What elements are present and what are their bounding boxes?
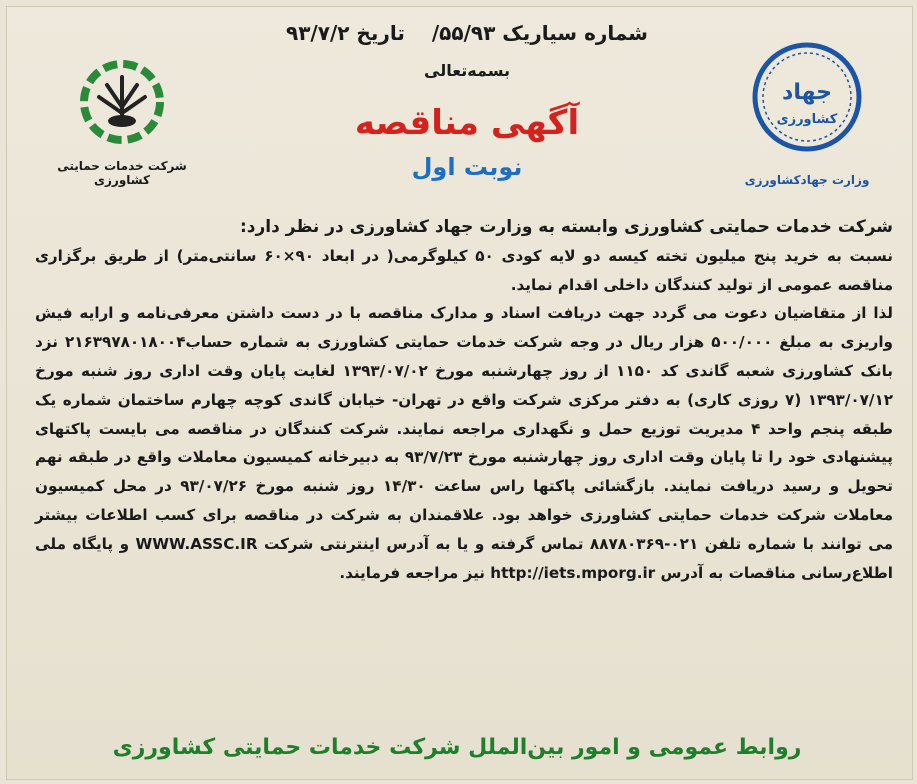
footer-signature: روابط عمومی و امور بین‌الملل شرکت خدمات حمایتی کشاورزی <box>112 735 802 760</box>
serial-and-date <box>187 21 747 45</box>
purchase-paragraph: نسبت به خرید پنج میلیون تخته کیسه دو لایه کودی ۵۰ کیلوگرمی( در ابعاد ۹۰×۶۰ سانتی‌متر) از طریق برگزاری مناقصه عمومی از تولید کنندگان داخلی اقدام نماید. <box>35 246 893 294</box>
basmala: بسمه‌تعالی <box>424 61 510 80</box>
emblem-text-top: جهاد <box>782 80 832 105</box>
notice-title: آگهی مناقصه <box>354 103 580 143</box>
jihad-emblem-icon <box>732 37 882 167</box>
emblem-text-bottom: کشاورزی <box>776 112 838 127</box>
company-logo <box>37 47 207 187</box>
tender-notice-page <box>6 6 913 780</box>
details-text: لذا از متقاضیان دعوت می گردد جهت دریافت اسناد و مدارک مناقصه با در دست داشتن معرفی‌نامه و ارایه فیش واریزی به مبلغ ۵۰۰/۰۰۰ هزار ریال در وجه شرکت خدمات حمایتی کشاورزی به شماره حساب۲۱۶۳۹۷۸۰۱۸۰۰۴ نزد بانک کشاورزی شعبه گاندی کد ۱۱۵۰ از روز چهارشنبه مورخ ۱۳۹۳/۰۷/۰۲ لغایت پایان وقت اداری روز شنبه مورخ ۱۳۹۳/۰۷/۱۲ (۷ روزی کاری) به دفتر مرکزی شرکت واقع در تهران- خیابان گاندی کوچه چهارم ساختمان شماره یک طبقه پنجم واحد ۴ مدیریت توزیع حمل و نگهداری مراجعه نمایند. شرکت کنندگان در مناقصه می بایست پاکتهای پیشنهادی خود را تا پایان وقت اداری روز چهارشنبه مورخ ۹۳/۷/۲۳ به دبیرخانه کمیسیون معاملات واقع در طبقه نهم تحویل و رسید دریافت نمایند. بازگشائی پاکتها راس ساعت ۱۴/۳۰ روز شنبه مورخ ۹۳/۰۷/۲۶ در محل کمیسیون معاملات شرکت خدمات حمایتی کشاورزی خواهد بود. علاقمندان به شرکت در مناقصه برای کسب اطلاعات بیشتر می توانند با شماره تلفن ۰۲۱-۸۸۷۸۰۳۶۹ تماس گرفته و یا به آدرس اینترنتی شرکت <box>35 304 894 553</box>
serial-number: شماره سیاریک ۵۵/۹۳/ <box>431 21 648 45</box>
website-link[interactable]: WWW.ASSC.IR <box>135 534 258 553</box>
wheat-sun-emblem-icon <box>37 47 207 157</box>
notice-date: تاریخ ۹۳/۷/۲ <box>286 21 405 45</box>
ministry-logo <box>732 37 882 187</box>
ministry-caption: وزارت جهادکشاورزی <box>744 173 870 187</box>
company-caption: شرکت خدمات حمایتی کشاورزی <box>57 159 187 187</box>
portal-url-link[interactable]: http://iets.mporg.ir <box>490 563 656 582</box>
notice-round: نوبت اول <box>411 153 523 181</box>
notice-body <box>35 213 893 587</box>
details-paragraph <box>35 299 893 587</box>
portal-text: و پایگاه ملی اطلاع‌رسانی مناقصات به آدرس <box>35 534 893 582</box>
lead-paragraph: شرکت خدمات حمایتی کشاورزی وابسته به وزارت جهاد کشاورزی در نظر دارد: <box>239 217 893 237</box>
closing-text: نیز مراجعه فرمایند. <box>339 563 485 582</box>
